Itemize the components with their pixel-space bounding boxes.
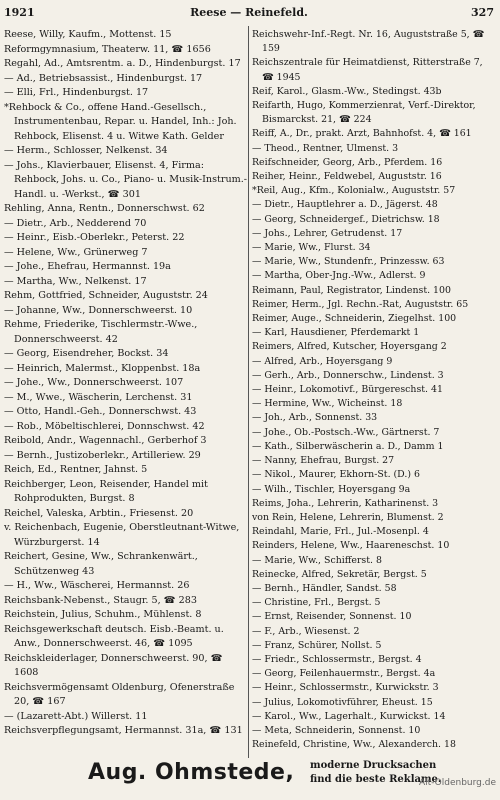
directory-entry: — Joh., Arb., Sonnenst. 33: [252, 412, 378, 424]
directory-entry: — Theod., Rentner, Ulmenst. 3: [252, 142, 399, 154]
directory-entry: — (Lazarett-Abt.) Willerst. 11: [4, 710, 148, 722]
directory-entry: — Georg, Schneidergef., Dietrichsw. 18: [252, 213, 440, 225]
directory-entry: — Bernh., Händler, Sandst. 58: [252, 582, 397, 594]
directory-entry: Reichberger, Leon, Reisender, Handel mit Rohprodukten, Burgst. 8: [4, 478, 208, 504]
directory-entry: — Marie, Ww., Schifferst. 8: [252, 554, 382, 566]
directory-entry: von Rein, Helene, Lehrerin, Blumenst. 2: [252, 511, 444, 523]
directory-entry: Reiff, A., Dr., prakt. Arzt, Bahnhofst. 4, ☎ 161: [252, 128, 472, 140]
directory-entry: Reichswehr-Inf.-Regt. Nr. 16, Auguststraße 5, ☎ 159: [252, 29, 485, 55]
directory-entry: — Friedr., Schlossermstr., Bergst. 4: [252, 653, 422, 665]
directory-entry: — Johe., Ehefrau, Hermannst. 19a: [4, 261, 171, 272]
left-column: [4, 28, 248, 739]
directory-entry: Reichskleiderlager, Donnerschweerst. 90, ☎ 1608: [4, 652, 223, 678]
directory-entry: — Marie, Ww., Stundenfr., Prinzessw. 63: [252, 256, 445, 268]
directory-entry: *Rehbock & Co., offene Hand.-Gesellsch., Instrumentenbau, Repar. u. Handel, Inh.: Joh. Rehbock, Elisenst. 4 u. Witwe Kath. Gelder: [4, 101, 237, 142]
directory-entry: Reimann, Paul, Registrator, Lindenst. 100: [252, 284, 451, 296]
directory-entry: — Julius, Lokomotivführer, Eheust. 15: [252, 696, 433, 708]
directory-entry: — Gerh., Arb., Donnerschw., Lindenst. 3: [252, 369, 444, 381]
directory-entry: Reibold, Andr., Wagennachl., Gerberhof 3: [4, 435, 207, 446]
directory-entry: Reimer, Auge., Schneiderin, Ziegelhst. 100: [252, 313, 457, 325]
directory-entry: — Alfred, Arb., Hoyersgang 9: [252, 355, 393, 367]
directory-entry: — Marie, Ww., Flurst. 34: [252, 242, 371, 254]
directory-entry: Reichsgewerkschaft deutsch. Eisb.-Beamt. u. Anw., Donnerschweerst. 46, ☎ 1095: [4, 623, 224, 649]
directory-entry: Reese, Willy, Kaufm., Mottenst. 15: [4, 29, 172, 40]
directory-entry: Reiher, Heinr., Feldwebel, Auguststr. 16: [252, 171, 442, 183]
directory-entry: *Reil, Aug., Kfm., Kolonialw., Auguststr. 57: [252, 185, 456, 197]
directory-entry: — Wilh., Tischler, Hoyersgang 9a: [252, 483, 411, 495]
directory-entry: Reichsvermögensamt Oldenburg, Ofenerstraße 20, ☎ 167: [4, 681, 235, 707]
directory-entry: Reichszentrale für Heimatdienst, Ritterstraße 7, ☎ 1945: [252, 57, 483, 83]
directory-entry: Rehling, Anna, Rentn., Donnerschwst. 62: [4, 203, 205, 214]
right-column: [252, 28, 496, 752]
directory-entry: — Ad., Betriebsassist., Hindenburgst. 17: [4, 72, 203, 84]
directory-entry: — Kath., Silberwäscherin a. D., Damm 1: [252, 440, 444, 452]
watermark: Alt-Oldenburg.de: [418, 778, 496, 788]
directory-entry: Reichsbank-Nebenst., Staugr. 5, ☎ 283: [4, 594, 197, 606]
directory-entry: — Nanny, Ehefrau, Burgst. 27: [252, 455, 395, 467]
directory-entry: — Bernh., Justizoberlekr., Artilleriew. 29: [4, 449, 201, 461]
directory-entry: — Heinr., Eisb.-Oberlekr., Peterst. 22: [4, 232, 185, 243]
directory-entry: Regahl, Ad., Amtsrentm. a. D., Hindenburgst. 17: [4, 58, 241, 69]
directory-entry: — Ernst, Reisender, Sonnenst. 10: [252, 611, 412, 623]
directory-entry: — Christine, Frl., Bergst. 5: [252, 597, 381, 609]
directory-entry: — Herm., Schlosser, Nelkenst. 34: [4, 145, 168, 156]
directory-entry: — Meta, Schneiderin, Sonnenst. 10: [252, 724, 421, 736]
directory-entry: Rehm, Gottfried, Schneider, Auguststr. 24: [4, 290, 208, 301]
directory-entry: — Johs., Lehrer, Getrudenst. 17: [252, 227, 403, 239]
directory-entry: — Dietr., Arb., Nedderend 70: [4, 217, 147, 229]
advertisement: [60, 758, 460, 792]
running-head: Reese — Reinefeld.: [190, 6, 308, 19]
directory-entry: v. Reichenbach, Eugenie, Oberstleutnant-Witwe, Würzburgerst. 14: [4, 522, 240, 548]
directory-entry: — Nikol., Maurer, Ekhorn-St. (D.) 6: [252, 469, 420, 481]
directory-entry: Reich, Ed., Rentner, Jahnst. 5: [4, 464, 148, 475]
page-header: [4, 4, 494, 20]
directory-entry: Reinecke, Alfred, Sekretär, Bergst. 5: [252, 568, 427, 580]
directory-entry: — H., Ww., Wäscherei, Hermannst. 26: [4, 580, 190, 591]
directory-entry: — Johs., Klavierbauer, Elisenst. 4, Firma: Rehbock, Johs. u. Co., Piano- u. Musik-Instrum.-Handl. u. -Werkst., ☎ 301: [4, 159, 248, 200]
directory-entry: — Heinr., Schlossermstr., Kurwickstr. 3: [252, 682, 439, 694]
directory-entry: — Georg, Feilenhauermstr., Bergst. 4a: [252, 668, 436, 680]
directory-entry: Reindahl, Marie, Frl., Jul.-Mosenpl. 4: [252, 526, 429, 538]
directory-entry: Reimer, Herm., Jgl. Rechn.-Rat, Auguststr. 65: [252, 298, 469, 310]
ad-name: Aug. Ohmstede,: [88, 760, 295, 785]
directory-entry: Reinders, Helene, Ww., Haareneschst. 10: [252, 540, 450, 552]
directory-entry: — Elli, Frl., Hindenburgst. 17: [4, 87, 149, 98]
directory-entry: Reifschneider, Georg, Arb., Pferdem. 16: [252, 156, 443, 168]
directory-entry: Reinefeld, Christine, Ww., Alexanderch. 18: [252, 739, 456, 751]
directory-entry: — Otto, Handl.-Geh., Donnerschwst. 43: [4, 406, 197, 417]
directory-entry: Reichstein, Julius, Schuhm., Mühlenst. 8: [4, 609, 202, 620]
directory-entry: Reifarth, Hugo, Kommerzienrat, Verf.-Direktor, Bismarckst. 21, ☎ 224: [252, 100, 476, 126]
directory-entry: Rehme, Friederike, Tischlermstr.-Wwe., Donnerschweerst. 42: [4, 319, 198, 345]
directory-entry: Reimers, Alfred, Kutscher, Hoyersgang 2: [252, 341, 447, 353]
directory-entry: — Karl, Hausdiener, Pferdemarkt 1: [252, 327, 420, 339]
directory-entry: — Hermine, Ww., Wicheinst. 18: [252, 398, 403, 410]
directory-entry: — M., Wwe., Wäscherin, Lerchenst. 31: [4, 391, 193, 403]
ad-line-1: moderne Drucksachen: [310, 760, 437, 771]
directory-entry: — F., Arb., Wiesenst. 2: [252, 625, 360, 637]
directory-entry: — Franz, Schürer, Nollst. 5: [252, 639, 382, 651]
directory-entry: — Rob., Möbeltischlerei, Donnschwst. 42: [4, 420, 205, 432]
directory-entry: — Heinr., Lokomotivf., Bürgereschst. 41: [252, 384, 443, 396]
directory-entry: — Heinrich, Malermst., Kloppenbst. 18a: [4, 362, 201, 374]
directory-entry: — Karol., Ww., Lagerhalt., Kurwickst. 14: [252, 710, 446, 722]
directory-entry: Reichert, Gesine, Ww., Schrankenwärt., Schützenweg 43: [4, 551, 198, 577]
directory-entry: — Johe., Ob.-Postsch.-Ww., Gärtnerst. 7: [252, 426, 440, 438]
ad-line-2: find die beste Reklame.: [310, 774, 442, 785]
directory-entry: Reif, Karol., Glasm.-Ww., Stedingst. 43b: [252, 85, 442, 97]
directory-entry: — Johanne, Ww., Donnerschweerst. 10: [4, 304, 193, 316]
directory-entry: Reichsverpflegungsamt, Hermannst. 31a, ☎ 131: [4, 725, 243, 736]
page-number: 327: [471, 6, 494, 19]
directory-entry: Reims, Joha., Lehrerin, Katharinenst. 3: [252, 497, 439, 509]
directory-entry: — Martha, Ww., Nelkenst. 17: [4, 275, 147, 287]
column-divider: [248, 26, 249, 758]
directory-entry: — Johe., Ww., Donnerschweerst. 107: [4, 377, 184, 388]
directory-entry: — Dietr., Hauptlehrer a. D., Jägerst. 48: [252, 199, 438, 211]
directory-entry: Reichel, Valeska, Arbtin., Friesenst. 20: [4, 507, 194, 519]
directory-entry: — Georg, Eisendreher, Bockst. 34: [4, 348, 169, 359]
directory-entry: Reformgymnasium, Theaterw. 11, ☎ 1656: [4, 43, 211, 55]
directory-entry: — Martha, Ober-Jng.-Ww., Adlerst. 9: [252, 270, 426, 282]
directory-entry: — Helene, Ww., Grünerweg 7: [4, 246, 148, 258]
page-year: 1921: [4, 6, 35, 19]
